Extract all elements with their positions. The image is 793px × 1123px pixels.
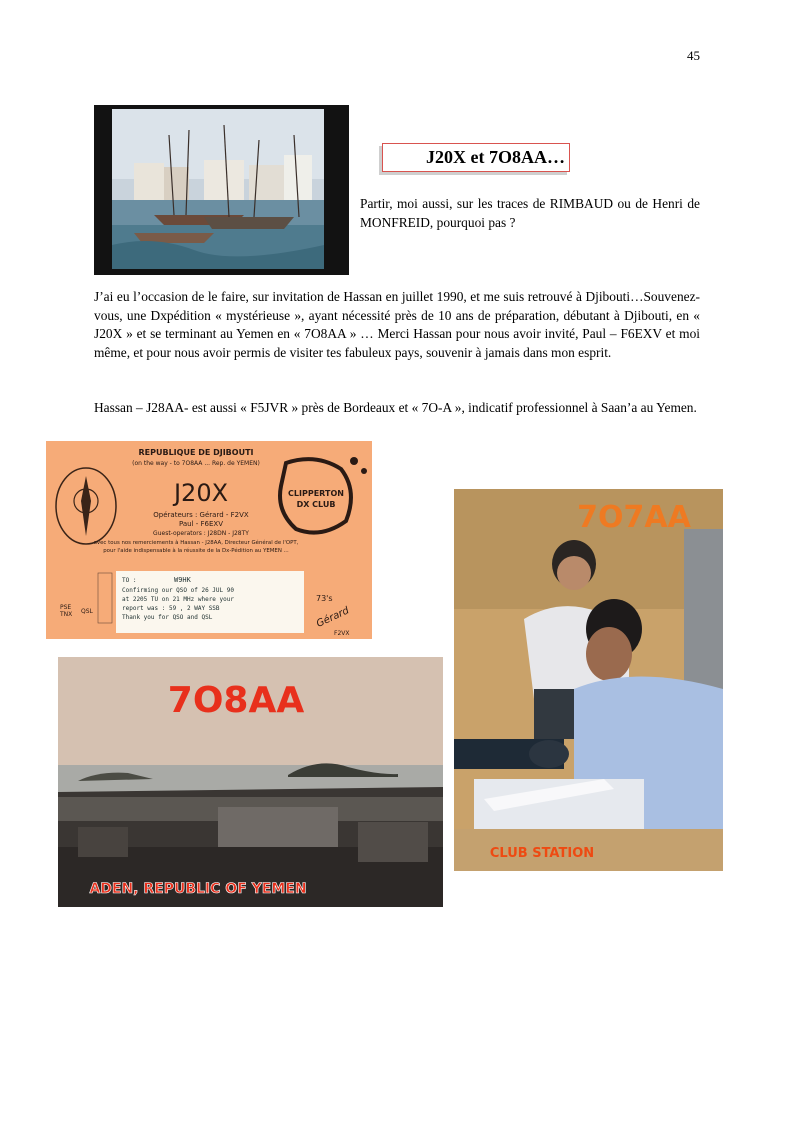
qsl-tnx: TNX <box>60 611 73 618</box>
qsl-qsl-label: QSL <box>81 608 93 615</box>
qsl-to-label: TO : <box>122 577 137 584</box>
7o7aa-caption: CLUB STATION <box>489 846 595 861</box>
qsl-callsign: J20X <box>173 479 229 507</box>
qsl-card-7o8aa <box>58 657 443 907</box>
qsl-73s: 73's <box>316 594 333 603</box>
intro-text: Partir, moi aussi, sur les traces de RIMBAUD ou de Henri de MONFREID, pourquoi pas ? <box>360 196 700 230</box>
qsl-operator-2: Paul - F6EXV <box>178 520 224 528</box>
harbour-painting <box>94 105 349 275</box>
qsl-confirm-3: report was : 59 , 2 WAY SSB <box>122 605 220 612</box>
qsl-signature: Gérard <box>314 605 351 630</box>
7o8aa-caption: ADEN, REPUBLIC OF YEMEN <box>89 881 307 897</box>
page-title: J20X et 7O8AA… <box>382 143 570 172</box>
body-paragraph-2: Hassan – J28AA- est aussi « F5JVR » près de Bordeaux et « 7O-A », indicatif professionnel à Saan’a au Yemen. <box>94 400 697 415</box>
qsl-guest-operators: Guest-operators : J28DN - J28TY <box>153 530 249 537</box>
qsl-to-call: W9HK <box>174 576 191 584</box>
7o8aa-callsign: 7O8AA <box>167 680 305 721</box>
qsl-header: REPUBLIQUE DE DJIBOUTI <box>138 448 254 457</box>
qsl-card-7o7aa <box>454 489 723 871</box>
qsl-signature-call: F2VX <box>334 630 350 637</box>
qsl-confirm-1: Confirming our QSO of 26 JUL 90 <box>122 587 234 594</box>
qsl-club-line-1: CLIPPERTON <box>288 489 344 498</box>
qsl-pse: PSE <box>60 604 72 611</box>
page-number: 45 <box>687 48 700 63</box>
qsl-subheader: (on the way - to 7O8AA ... Rep. de YEMEN) <box>132 460 260 467</box>
qsl-thanks-2: pour l'aide indispensable à la réussite de la Dx-Pédition au YEMEN ... <box>103 548 289 554</box>
qsl-operators: Opérateurs : Gérard - F2VX <box>153 511 249 519</box>
qsl-confirm-2: at 2205 TU on 21 MHz where your <box>122 596 234 603</box>
7o7aa-callsign: 7O7AA <box>577 500 691 535</box>
qsl-thanks-1: avec tous nos remerciements à Hassan - J28AA, Directeur Général de l'OPT, <box>93 540 299 546</box>
qsl-confirm-4: Thank you for QSO and QSL <box>122 614 213 621</box>
qsl-card-j20x <box>46 441 372 639</box>
qsl-club-line-2: DX CLUB <box>296 500 336 509</box>
body-paragraph-1: J’ai eu l’occasion de le faire, sur invitation de Hassan en juillet 1990, et me suis retrouvé à Djibouti…Souvenez-vous, une Dxpédition « mystérieuse », ayant nécessité près de 10 ans de préparation, débutant à Djibouti, en « J20X » et se terminant au Yemen en « 7O8AA » … Merci Hassan pour nous avoir invité, Paul – F6EXV et moi même, et pour nous avoir permis de visiter tes fabuleux pays, souvenir à jamais dans mon esprit. <box>94 289 700 360</box>
